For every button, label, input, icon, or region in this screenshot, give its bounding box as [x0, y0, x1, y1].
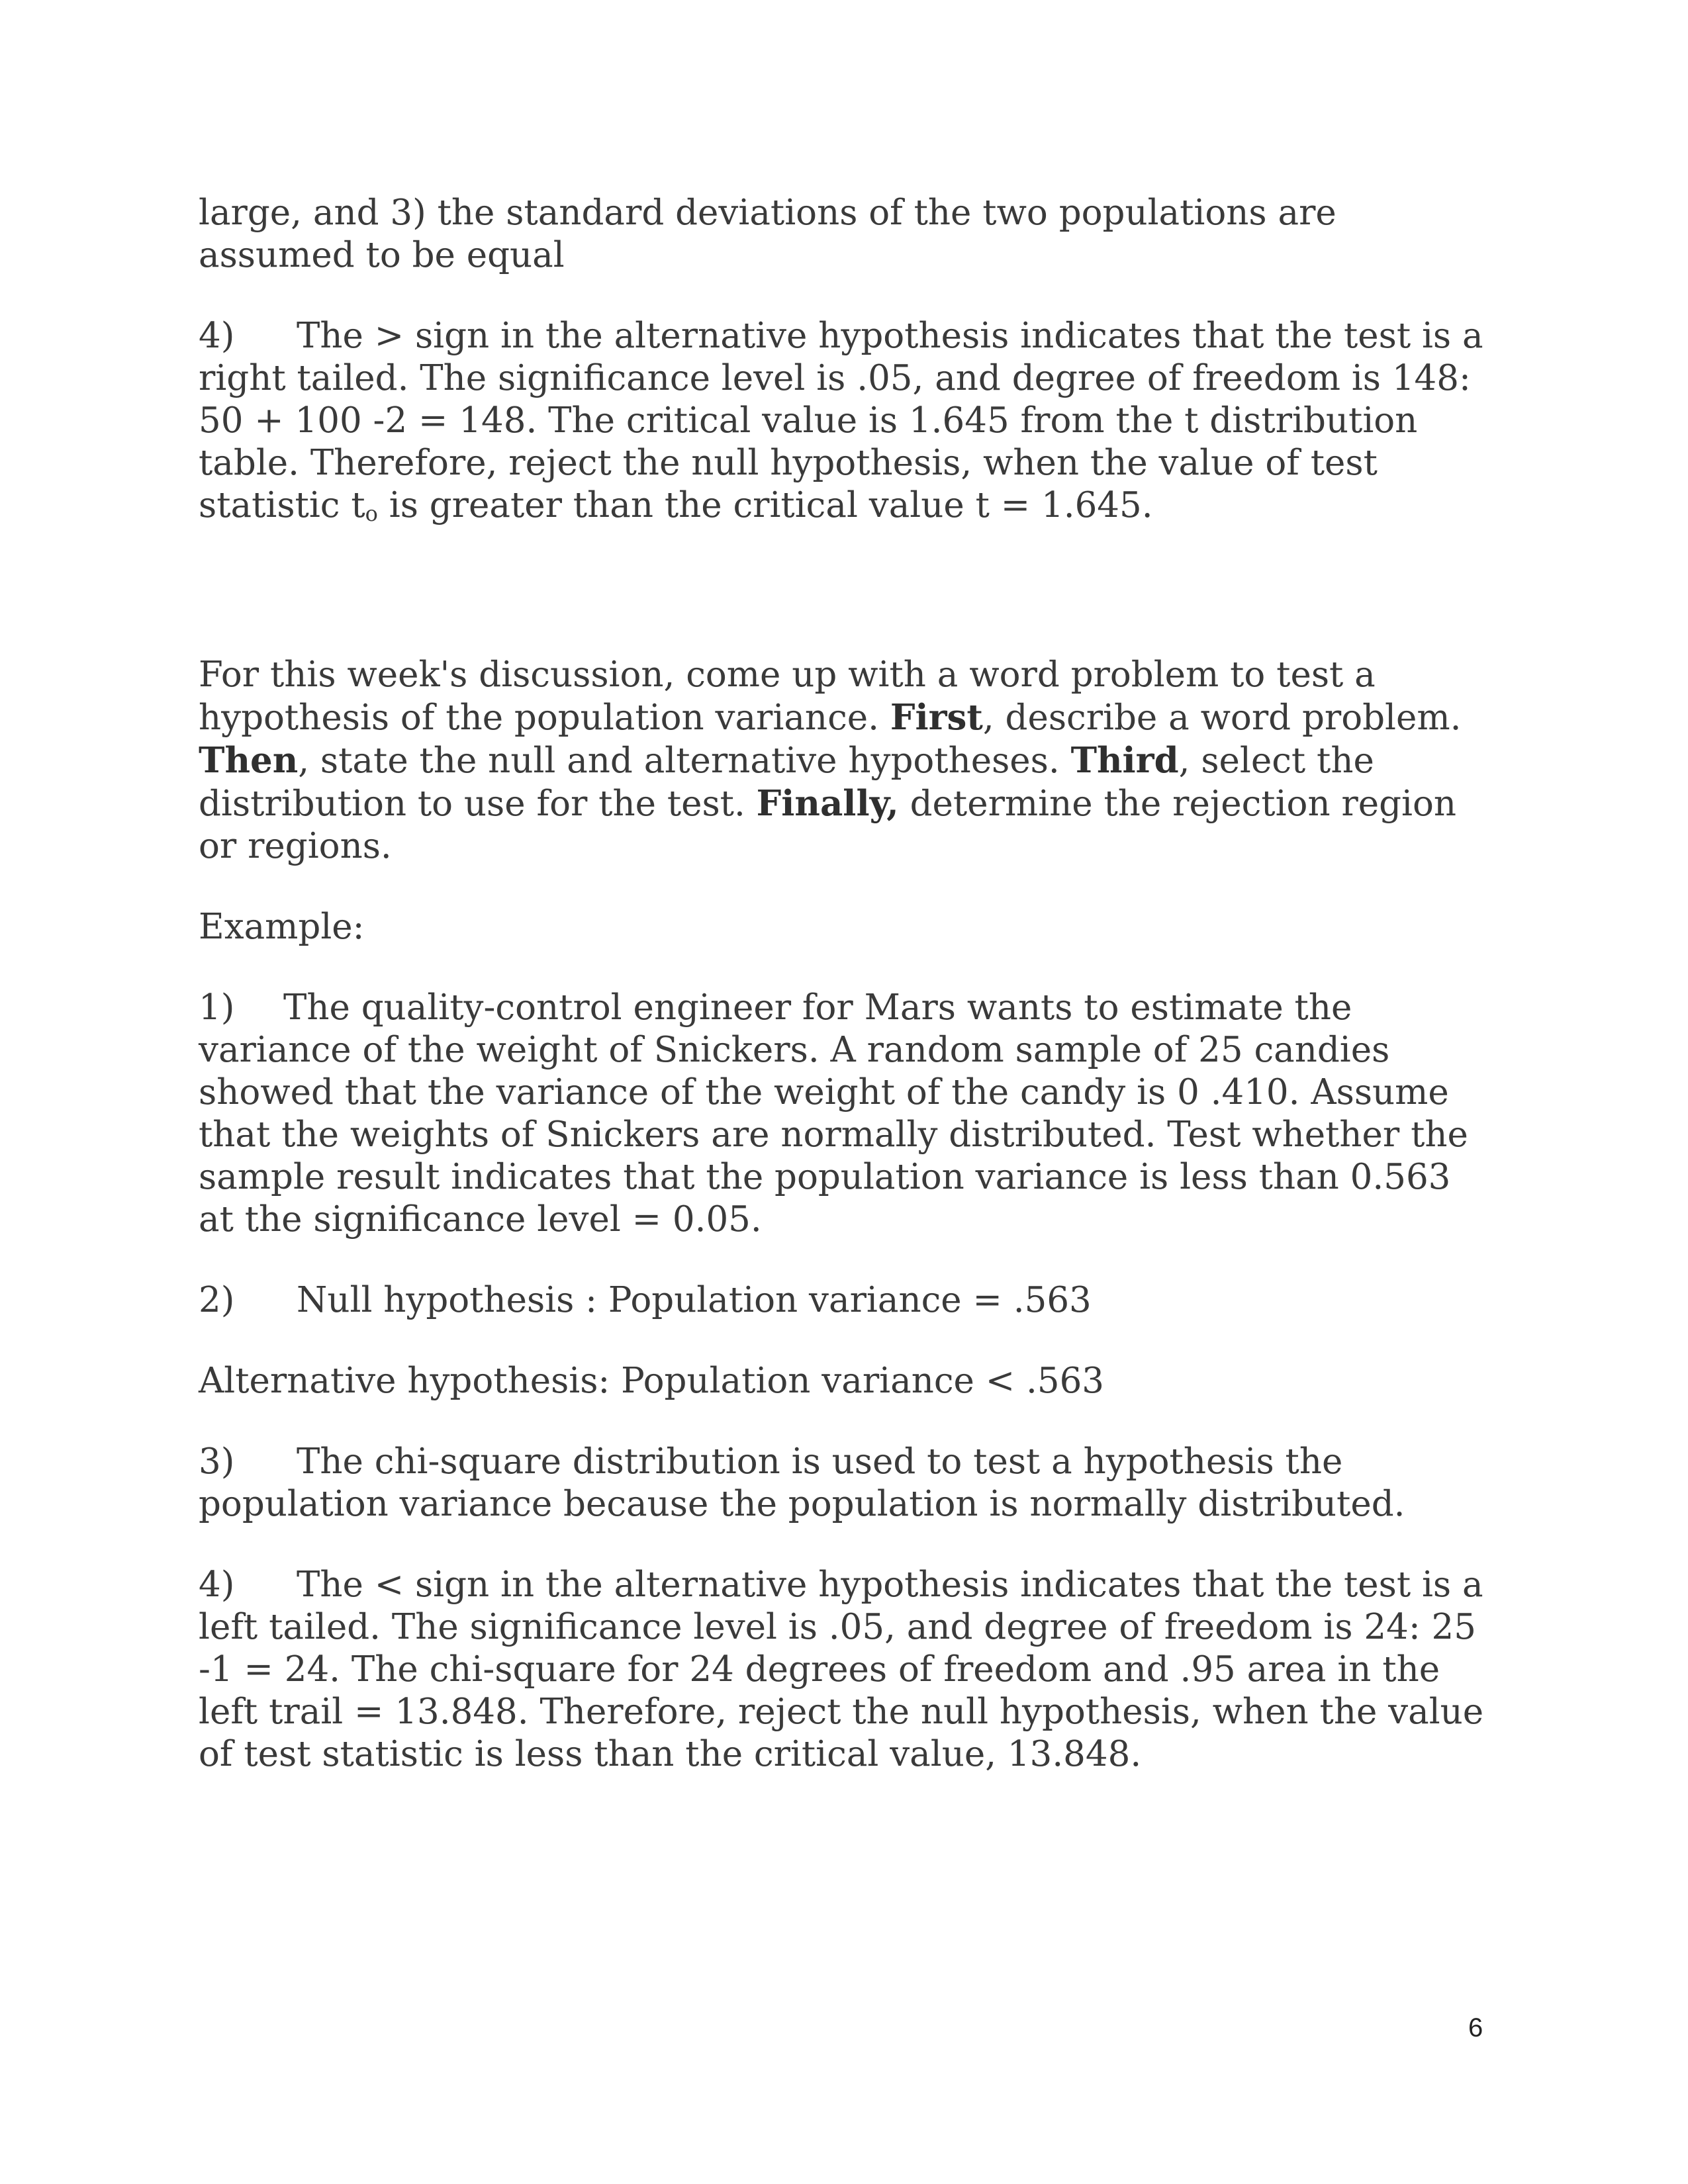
prompt-third-label: Third: [1070, 740, 1179, 781]
section-spacer: [199, 535, 1496, 654]
example-step-4-text: The < sign in the alternative hypothesis indicates that the test is a left tailed. The significance level is .05, and degree of freedom is 24: 25 -1 = 24. The chi-square for 24 degrees of freedom and .95 area in the left trail = 13.848. Therefore, reject the null hypothesis, when the value of test statistic is less than the critical value, 13.848.: [199, 1565, 1484, 1774]
page-body: [199, 192, 1496, 1814]
prompt-third-text: , select the distribution to use for the test.: [199, 741, 1374, 824]
example-heading: [199, 906, 1496, 948]
prompt-then-label: Then: [199, 740, 299, 781]
step-number: 4): [199, 316, 235, 356]
previous-step-4-paragraph: [199, 315, 1496, 535]
prompt-finally-label: Finally,: [756, 783, 899, 824]
null-hypothesis-text: Null hypothesis : Population variance = .563: [297, 1280, 1092, 1320]
example-step-1-paragraph: [199, 987, 1496, 1241]
page-number: 6: [1468, 2013, 1483, 2042]
subscript-o: o: [365, 501, 378, 526]
example-step-2-alternative-paragraph: [199, 1360, 1496, 1402]
continuation-text: large, and 3) the standard deviations of the two populations are assumed to be equal: [199, 193, 1336, 275]
example-step-1-text: The quality-control engineer for Mars wants to estimate the variance of the weight of Snickers. A random sample of 25 candies showed that the variance of the weight of the candy is 0 .410. Assume that the weights of Snickers are normally distributed. Test whether the sample result indicates that the population variance is less than 0.563 at the significance level = 0.05.: [199, 987, 1468, 1240]
example-step-3-paragraph: [199, 1441, 1496, 1525]
step-number: 4): [199, 1565, 235, 1605]
example-step-3-text: The chi-square distribution is used to test a hypothesis the population variance because the population is normally distributed.: [199, 1441, 1405, 1524]
prompt-finally-text: determine the rejection region or regions.: [199, 784, 1457, 866]
prompt-intro: For this week's discussion, come up with a word problem to test a hypothesis of the population variance.: [199, 655, 1376, 738]
step-number: 1): [199, 987, 235, 1028]
discussion-prompt-paragraph: [199, 654, 1496, 868]
prompt-then-text: , state the null and alternative hypotheses.: [298, 741, 1071, 781]
step-number: 3): [199, 1441, 235, 1482]
previous-step-4-text-end: is greater than the critical value t = 1.645.: [377, 485, 1153, 525]
previous-step-4-text: The > sign in the alternative hypothesis indicates that the test is a right tailed. The significance level is .05, and degree of freedom is 148: 50 + 100 -2 = 148. The critical value is 1.645 from the t distribution table. Therefore, reject the null hypothesis, when the value of test statistic t: [199, 316, 1483, 525]
prompt-first-text: , describe a word problem.: [982, 698, 1462, 738]
example-step-4-paragraph: [199, 1564, 1496, 1776]
prompt-first-label: First: [890, 697, 983, 738]
continuation-paragraph: [199, 192, 1496, 277]
step-number: 2): [199, 1280, 235, 1320]
example-step-2-null-paragraph: [199, 1279, 1496, 1322]
alternative-hypothesis-text: Alternative hypothesis: Population variance < .563: [199, 1361, 1105, 1401]
example-heading-text: Example:: [199, 907, 365, 947]
